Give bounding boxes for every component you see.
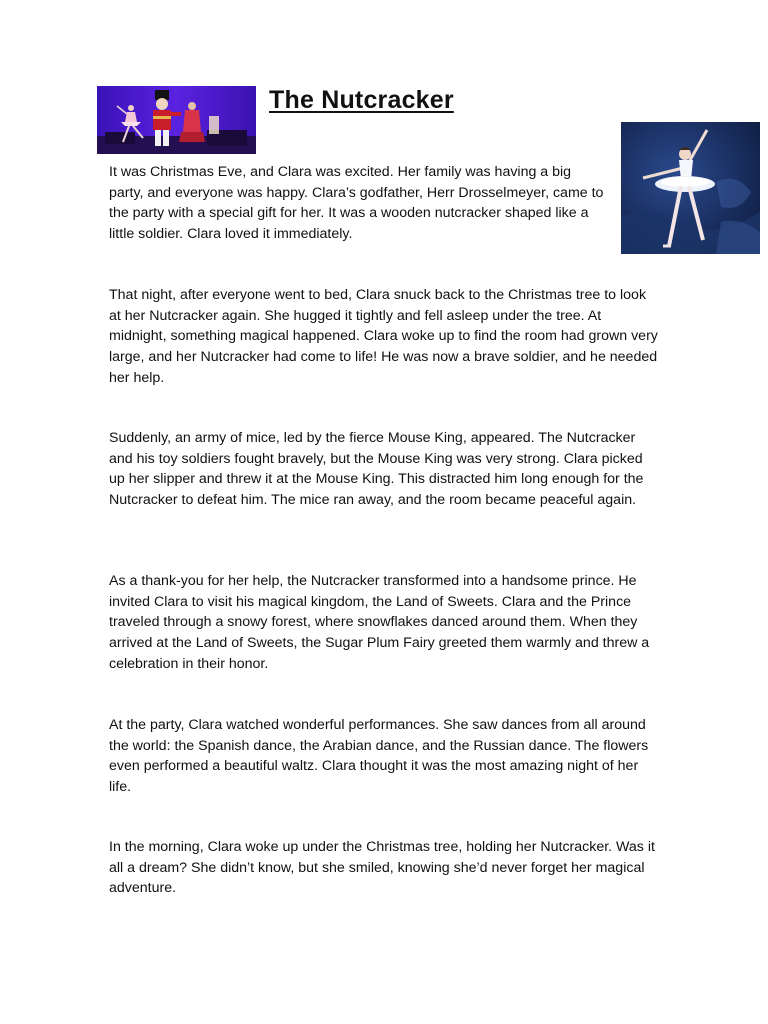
nutcracker-stage-image [97,86,256,154]
document-title: The Nutcracker [269,86,454,114]
paragraph-2: That night, after everyone went to bed, Clara snuck back to the Christmas tree to look at her Nutcracker again. She hugged it tightly and fell asleep under the tree. At midnight, something magical happened. Clara woke up to find the room had grown very large, and her Nutcracker had come to life! He was now a brave soldier, and he needed her help. [109,287,658,386]
nutcracker-stage-icon [97,86,256,154]
paragraph-1: It was Christmas Eve, and Clara was excited. Her family was having a big party, and everyone was happy. Clara’s godfather, Herr Drosselmeyer, came to the party with a special gift for her. It was a wooden nutcracker shaped like a little soldier. Clara loved it immediately. [109,164,604,243]
ballerina-icon [621,122,760,254]
paragraph-4: As a thank-you for her help, the Nutcracker transformed into a handsome prince. He invited Clara to visit his magical kingdom, the Land of Sweets. Clara and the Prince traveled through a snowy forest, where snowflakes danced around them. When they arrived at the Land of Sweets, the Sugar Plum Fairy greeted them warmly and threw a celebration in their honor. [109,573,650,672]
paragraph-6: In the morning, Clara woke up under the Christmas tree, holding her Nutcracker. Was it all a dream? She didn’t know, but she smiled, knowing she’d never forget her magical adventure. [109,839,655,897]
paragraph-5: At the party, Clara watched wonderful performances. She saw dances from all around the world: the Spanish dance, the Arabian dance, and the Russian dance. The flowers even performed a beautiful waltz. Clara thought it was the most amazing night of her life. [109,717,649,796]
ballerina-image [621,122,760,254]
paragraph-3: Suddenly, an army of mice, led by the fierce Mouse King, appeared. The Nutcracker and his toy soldiers fought bravely, but the Mouse King was very strong. Clara picked up her slipper and threw it at the Mouse King. This distracted him long enough for the Nutcracker to defeat him. The mice ran away, and the room became peaceful again. [109,430,644,509]
